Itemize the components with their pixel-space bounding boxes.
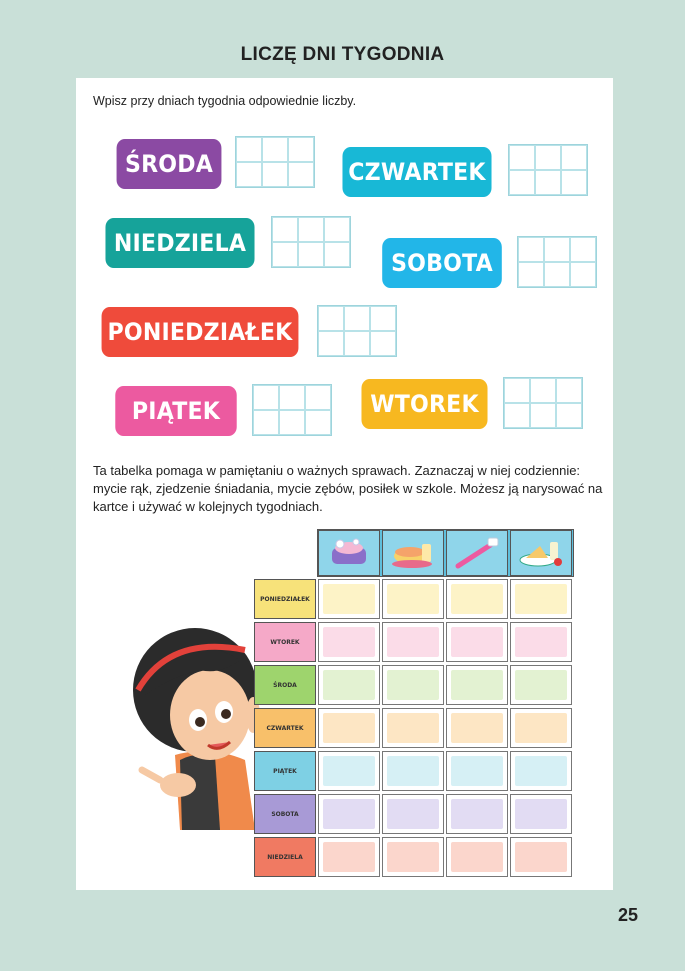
- table-row-label: CZWARTEK: [254, 708, 316, 748]
- table-row-label: SOBOTA: [254, 794, 316, 834]
- table-cell-fill: [451, 584, 503, 614]
- table-cell-fill: [451, 756, 503, 786]
- table-row-label: ŚRODA: [254, 665, 316, 705]
- day-label-piatek: PIĄTEK: [115, 386, 236, 436]
- table-row-label: WTOREK: [254, 622, 316, 662]
- page-title: LICZĘ DNI TYGODNIA: [240, 44, 445, 65]
- day-label-niedziela: NIEDZIELA: [105, 218, 254, 268]
- answer-boxes-czwartek[interactable]: [508, 144, 588, 196]
- table-cell[interactable]: [510, 622, 572, 662]
- table-cell-fill: [451, 627, 503, 657]
- table-cell[interactable]: [446, 794, 508, 834]
- table-cell[interactable]: [446, 708, 508, 748]
- table-cell[interactable]: [510, 751, 572, 791]
- table-cell[interactable]: [382, 751, 444, 791]
- table-cell[interactable]: [510, 708, 572, 748]
- table-cell[interactable]: [510, 579, 572, 619]
- page-number: 25: [618, 905, 639, 925]
- table-cell[interactable]: [382, 837, 444, 877]
- table-cell-fill: [515, 627, 567, 657]
- table-cell[interactable]: [382, 708, 444, 748]
- table-cell-fill: [515, 584, 567, 614]
- table-cell[interactable]: [318, 622, 380, 662]
- answer-boxes-wtorek[interactable]: [503, 377, 583, 429]
- table-row-label: PONIEDZIAŁEK: [254, 579, 316, 619]
- table-row-label: NIEDZIELA: [254, 837, 316, 877]
- girl-illustration-icon: [120, 620, 260, 840]
- table-cell-fill: [387, 713, 439, 743]
- table-cell[interactable]: [446, 579, 508, 619]
- table-cell[interactable]: [446, 837, 508, 877]
- description-paragraph: Ta tabelka pomaga w pamiętaniu o ważnych sprawach. Zaznaczaj w niej codziennie: mycie rąk, zjedzenie śniadania, mycie zębów, posiłek w szkole. Możesz ją narysować na kartce i używać w kolejnych tygodniach.: [93, 463, 603, 514]
- table-cell-fill: [323, 842, 375, 872]
- table-cell[interactable]: [318, 708, 380, 748]
- table-cell[interactable]: [510, 837, 572, 877]
- day-label-poniedzialek: PONIEDZIAŁEK: [102, 307, 299, 357]
- answer-boxes-sobota[interactable]: [517, 236, 597, 288]
- answer-boxes-piatek[interactable]: [252, 384, 332, 436]
- soap-bubbles-icon: [318, 530, 380, 576]
- table-cell[interactable]: [382, 622, 444, 662]
- table-cell[interactable]: [446, 751, 508, 791]
- table-cell-fill: [323, 713, 375, 743]
- table-cell[interactable]: [318, 665, 380, 705]
- table-cell[interactable]: [382, 794, 444, 834]
- table-cell[interactable]: [446, 665, 508, 705]
- table-cell-fill: [515, 842, 567, 872]
- table-cell-fill: [515, 713, 567, 743]
- answer-boxes-sroda[interactable]: [235, 136, 315, 188]
- table-cell[interactable]: [382, 665, 444, 705]
- table-cell-fill: [387, 799, 439, 829]
- table-cell-fill: [387, 627, 439, 657]
- day-label-sobota: SOBOTA: [382, 238, 502, 288]
- table-cell-fill: [323, 670, 375, 700]
- school-meal-icon: [510, 530, 572, 576]
- table-row-label: PIĄTEK: [254, 751, 316, 791]
- table-cell[interactable]: [510, 665, 572, 705]
- day-label-wtorek: WTOREK: [361, 379, 487, 429]
- table-cell[interactable]: [318, 837, 380, 877]
- table-cell-fill: [515, 756, 567, 786]
- answer-boxes-poniedzialek[interactable]: [317, 305, 397, 357]
- table-cell[interactable]: [318, 794, 380, 834]
- table-cell-fill: [451, 842, 503, 872]
- table-cell-fill: [451, 670, 503, 700]
- day-label-sroda: ŚRODA: [117, 139, 222, 189]
- table-cell-fill: [387, 670, 439, 700]
- table-cell[interactable]: [318, 751, 380, 791]
- breakfast-bowl-icon: [382, 530, 444, 576]
- table-cell-fill: [515, 670, 567, 700]
- table-cell-fill: [323, 799, 375, 829]
- answer-boxes-niedziela[interactable]: [271, 216, 351, 268]
- table-cell-fill: [387, 756, 439, 786]
- table-cell-fill: [451, 713, 503, 743]
- instruction-text: Wpisz przy dniach tygodnia odpowiednie liczby.: [93, 94, 357, 108]
- table-cell[interactable]: [318, 579, 380, 619]
- table-cell[interactable]: [510, 794, 572, 834]
- table-cell-fill: [323, 584, 375, 614]
- table-cell-fill: [323, 756, 375, 786]
- day-label-czwartek: CZWARTEK: [342, 147, 491, 197]
- table-cell[interactable]: [382, 579, 444, 619]
- table-cell-fill: [515, 799, 567, 829]
- toothbrush-icon: [446, 530, 508, 576]
- table-cell-fill: [451, 799, 503, 829]
- table-cell-fill: [323, 627, 375, 657]
- table-cell-fill: [387, 584, 439, 614]
- table-cell-fill: [387, 842, 439, 872]
- table-cell[interactable]: [446, 622, 508, 662]
